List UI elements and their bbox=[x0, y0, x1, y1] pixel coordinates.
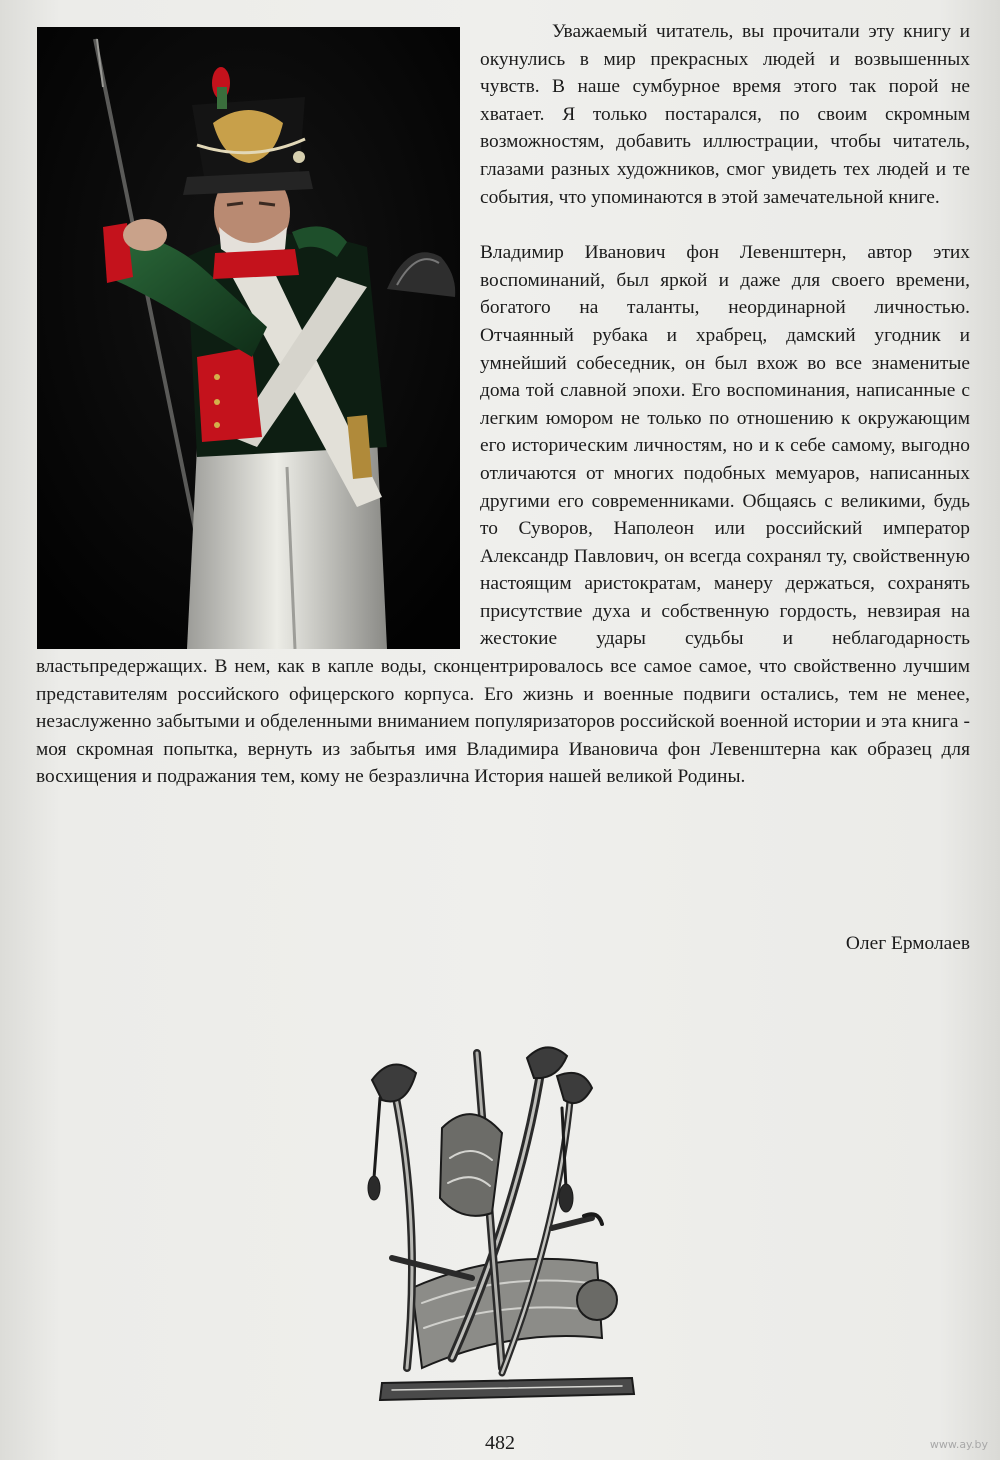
paragraph-intro: Уважаемый читатель, вы прочитали эту книгу и окунулись в мир прекрасных людей и возвышенных чувств. В наше сумбурное время этого так порой не хватает. Я только постарался, по своим скромным возможностям, добавить иллюстрации, чтобы читатель, глазами разных художников, смог увидеть тех людей и те события, что упоминаются в этой замечательной книге. bbox=[480, 21, 970, 208]
weapons-engraving bbox=[352, 1038, 642, 1420]
author-signature: Олег Ермолаев bbox=[845, 933, 970, 954]
main-text bbox=[36, 18, 970, 791]
photo-spacer bbox=[36, 18, 480, 650]
paragraph-biography: Владимир Иванович фон Левенштерн, автор этих воспоминаний, был яркой и даже для своего времени, богатого на таланты, неординарной личностью. Отчаянный рубака и храбрец, дамский угодник и умнейший собеседник, он был вхож во все знаменитые дома той славной эпохи. Его воспоминания, написанные с легким юмором не только по отношению к окружающим его историческим личностям, но и к себе самому, выгодно отличаются от многих подобных мемуаров, написанных другими его современниками. Общаясь с великими, будь то Суворов, Наполеон или российский император Александр Павлович, он всегда сохранял ту, свойственную настоящим аристократам, манеру держаться, сохранять присутствие духа и собственную гордость, невзирая на жестокие удары судьбы и неблагодарность властьпредержащих. В нем, как в капле воды, сконцентрировалось все самое самое, что свойственно лучшим представителям российского офицерского корпуса. Его жизнь и военные подвиги остались, тем не менее, незаслуженно забытыми и обделенными вниманием популяризаторов российской военной истории и эта книга - моя скромная попытка, вернуть из забытья имя Владимира Ивановича фон Левенштерна как образец для восхищения и подражания тем, кому не безразлична История нашей великой Родины. bbox=[36, 242, 970, 788]
page-number: 482 bbox=[485, 1432, 515, 1454]
watermark: www.ay.by bbox=[929, 1438, 988, 1451]
